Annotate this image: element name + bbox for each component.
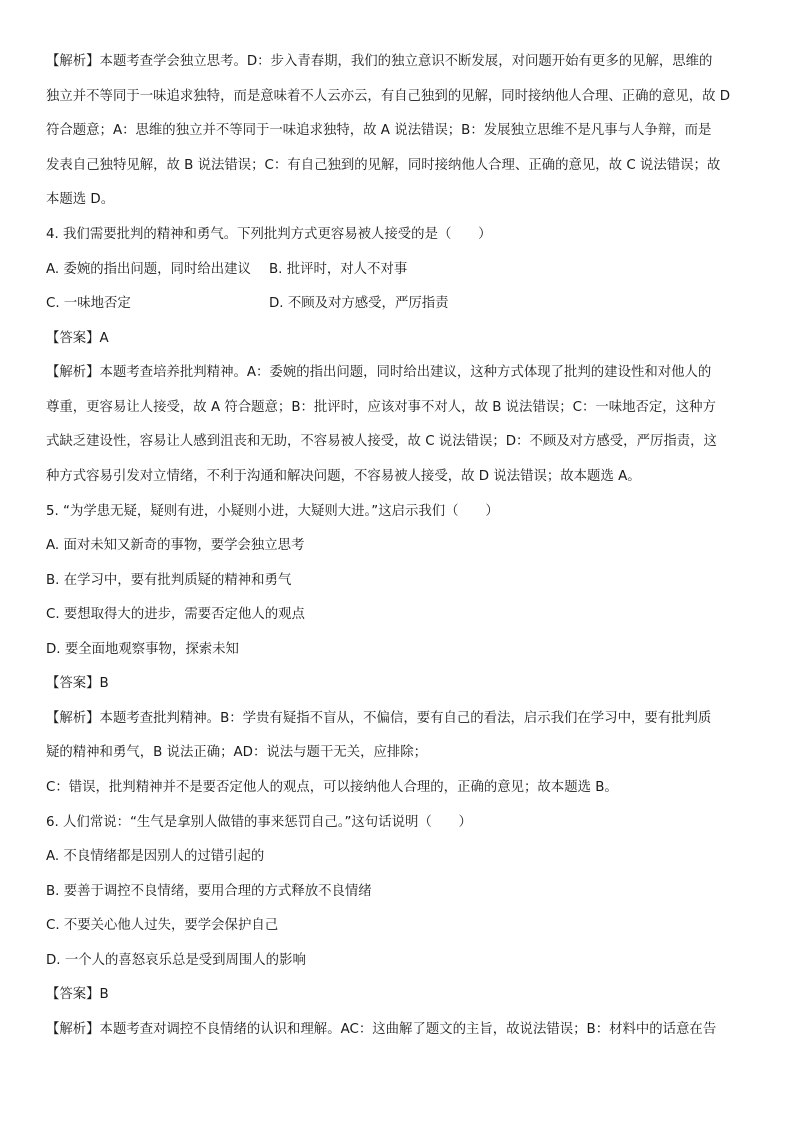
question-4 [46, 226, 752, 485]
question-stem: 4. 我们需要批判的精神和勇气。下列批判方式更容易被人接受的是（ ） [46, 227, 492, 242]
option-c: C. 要想取得大的进步，需要否定他人的观点 [46, 607, 305, 622]
option-d: D. 要全面地观察事物，探索未知 [46, 641, 239, 657]
option-c: C. 一味地否定 [46, 296, 131, 311]
option-d: D. 一个人的喜怒哀乐总是受到周围人的影响 [46, 952, 306, 968]
options-row [46, 261, 752, 278]
option-a: A. 不良情绪都是因别人的过错引起的 [46, 849, 265, 864]
text-line: 符合题意；A：思维的独立并不等同于一味追求独特，故 A 说法错误；B：发展独立思维不是凡事与人争辩，而是 [46, 123, 712, 138]
option-a: A. 面对未知又新奇的事物，要学会独立思考 [46, 538, 305, 553]
text-line: 本题选 D。 [46, 192, 115, 207]
option-b: B. 要善于调控不良情绪，要用合理的方式释放不良情绪 [46, 883, 372, 899]
text-line: 尊重，更容易让人接受，故 A 符合题意；B：批评时，应该对事不对人，故 B 说法错误；C：一味地否定，这种方 [46, 399, 716, 415]
text-line: 【解析】本题考查学会独立思考。D：步入青春期，我们的独立意识不断发展，对问题开始有更多的见解，思维的 [46, 54, 713, 69]
question-6 [46, 814, 752, 1038]
document-page [46, 53, 752, 1056]
option-c: C. 不要关心他人过失，要学会保护自己 [46, 918, 279, 933]
text-line: 种方式容易引发对立情绪，不利于沟通和解决问题，不容易被人接受，故 D 说法错误；故本题选 A。 [46, 468, 641, 484]
text-line: 疑的精神和勇气，B 说法正确；AD：说法与题干无关，应排除； [46, 745, 428, 760]
option-d: D. 不顾及对方感受，严厉指责 [269, 296, 449, 311]
question-stem: 5. “为学患无疑，疑则有进，小疑则小进，大疑则大进。”这启示我们（ ） [46, 503, 499, 519]
option-b: B. 在学习中，要有批判质疑的精神和勇气 [46, 572, 292, 588]
answer-label: 【答案】A [46, 330, 109, 346]
text-line: C：错误，批判精神并不是要否定他人的观点，可以接纳他人合理的，正确的意见；故本题选 B。 [46, 779, 618, 795]
text-line: 【解析】本题考查对调控不良情绪的认识和理解。AC：这曲解了题文的主旨，故说法错误；B：材料中的话意在告 [46, 1021, 717, 1037]
text-line: 【解析】本题考查培养批判精神。A：委婉的指出问题，同时给出建议，这种方式体现了批判的建设性和对他人的 [46, 365, 712, 380]
text-line: 式缺乏建设性，容易让人感到沮丧和无助，不容易被人接受，故 C 说法错误；D：不顾及对方感受，严厉指责，这 [46, 434, 717, 449]
answer-label: 【答案】B [46, 676, 109, 691]
answer-label: 【答案】B [46, 987, 109, 1002]
option-b: B. 批评时，对人不对事 [269, 261, 408, 277]
text-line: 【解析】本题考查批判精神。B：学贵有疑指不盲从，不偏信，要有自己的看法，启示我们在学习中，要有批判质 [46, 710, 712, 726]
options-row [46, 295, 752, 312]
question-5 [46, 503, 752, 796]
text-line: 发表自己独特见解，故 B 说法错误；C：有自己独到的见解，同时接纳他人合理、正确的意见，故 C 说法错误；故 [46, 157, 721, 173]
explanation-q3 [46, 53, 752, 208]
option-a: A. 委婉的指出问题，同时给出建议 [46, 261, 251, 277]
text-line: 独立并不等同于一味追求独特，而是意味着不人云亦云，有自己独到的见解，同时接纳他人合理、正确的意见，故 D [46, 88, 731, 104]
question-stem: 6. 人们常说：“生气是拿别人做错的事来惩罚自己。”这句话说明（ ） [46, 814, 472, 830]
